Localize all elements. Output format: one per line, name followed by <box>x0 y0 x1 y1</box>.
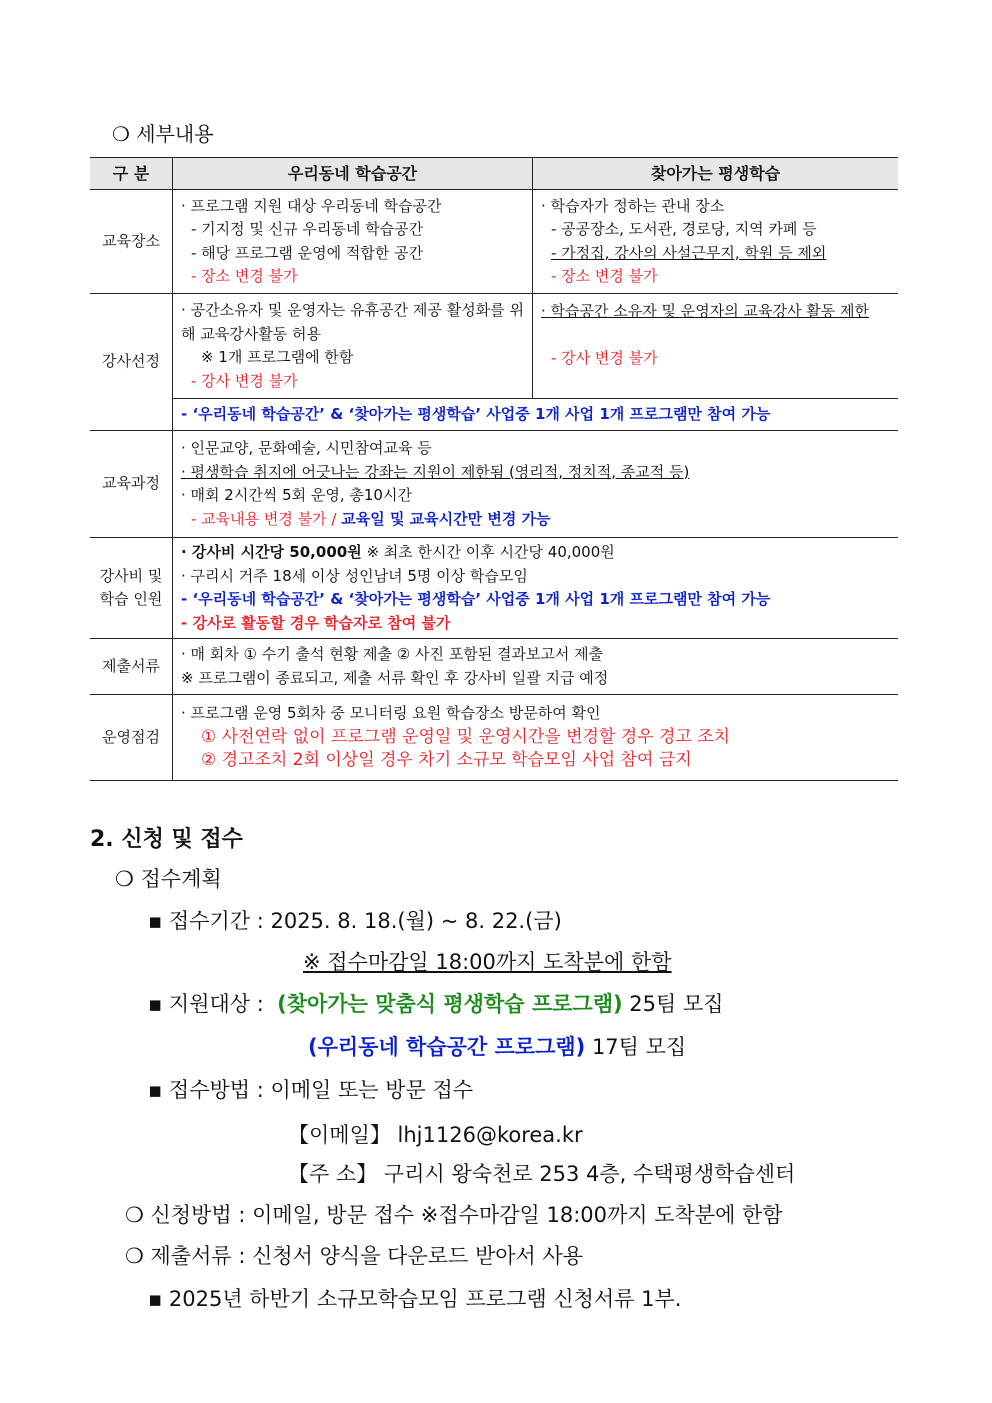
cell-content <box>173 695 899 781</box>
label-line: 강사비 및 <box>99 566 163 585</box>
cell-line: ※ 프로그램이 종료되고, 제출 서류 확인 후 강사비 일괄 지급 예정 <box>181 668 609 687</box>
target-line-1 <box>148 988 724 1018</box>
cell-line: · 프로그램 운영 5회차 중 모니터링 요원 학습장소 방문하여 확인 <box>181 704 601 723</box>
fee-amount: · 강사비 시간당 50,000원 <box>181 543 362 561</box>
cell-line: · 프로그램 지원 대상 우리동네 학습공간 <box>181 196 442 215</box>
cell-line: · 공간소유자 및 운영자는 유휴공간 제공 활성화를 위해 교육강사활동 허용 <box>181 301 524 343</box>
row-label: 제출서류 <box>90 639 173 695</box>
cell-line: - 장소 변경 불가 <box>551 267 658 285</box>
cell-line <box>181 508 890 532</box>
apply-method: ❍ 신청방법 : 이메일, 방문 접수 ※접수마감일 18:00까지 도착분에 한함 <box>125 1203 783 1227</box>
submit-docs: ❍ 제출서류 : 신청서 양식을 다운로드 받아서 사용 <box>125 1244 584 1268</box>
target-local-count: 17팀 모집 <box>591 1035 687 1059</box>
row-label: 교육과정 <box>90 431 173 538</box>
change-allowed: 교육일 및 교육시간만 변경 가능 <box>341 509 551 528</box>
cell-line: - 강사로 활동할 경우 학습자로 참여 불가 <box>181 613 451 632</box>
period: ▪ 접수기간 : 2025. 8. 18.(월) ~ 8. 22.(금) <box>148 909 562 933</box>
cell-line: ① 사전연락 없이 프로그램 운영일 및 운영시간을 변경할 경우 경고 조치 <box>201 726 731 747</box>
cell-line <box>181 541 890 565</box>
cell-line: · 인문교양, 문화예술, 시민참여교육 등 <box>181 439 432 457</box>
header-visiting-learning: 찾아가는 평생학습 <box>533 158 899 190</box>
details-table <box>90 157 898 781</box>
cell-content <box>173 639 899 695</box>
cell-line: · 학습자가 정하는 관내 장소 <box>541 196 725 215</box>
header-local-space: 우리동네 학습공간 <box>173 158 533 190</box>
method: ▪ 접수방법 : 이메일 또는 방문 접수 <box>148 1078 474 1102</box>
header-category: 구 분 <box>90 158 173 190</box>
row-label <box>90 538 173 639</box>
cell-line: - 강사 변경 불가 <box>191 371 298 390</box>
cell-left <box>173 190 533 294</box>
cell-left <box>173 294 533 399</box>
submit-docs-item: ▪ 2025년 하반기 소규모학습모임 프로그램 신청서류 1부. <box>148 1287 682 1311</box>
cell-line: · 매 회차 ① 수기 출석 현황 제출 ② 사진 포함된 결과보고서 제출 <box>181 645 604 663</box>
cell-line: - ‘우리동네 학습공간’ & ‘찾아가는 평생학습’ 사업중 1개 사업 1개 프로그램만 참여 가능 <box>181 590 771 608</box>
cell-line: · 평생학습 취지에 어긋나는 강좌는 지원이 제한됨 (영리적, 정치적, 종교적 등) <box>181 462 690 481</box>
section-title: 2. 신청 및 접수 <box>90 827 243 852</box>
cell-content <box>173 431 899 538</box>
cell-content <box>173 538 899 639</box>
fee-note: ※ 최초 한시간 이후 시간당 40,000원 <box>366 543 615 561</box>
target-visiting: (찾아가는 맞춤식 평생학습 프로그램) <box>277 992 623 1016</box>
cell-line: - 가정집, 강사의 사설근무지, 학원 등 제외 <box>551 243 827 262</box>
table-header-row <box>90 158 898 190</box>
target-line-2 <box>308 1031 686 1061</box>
row-label: 교육장소 <box>90 190 173 294</box>
cell-line: · 구리시 거주 18세 이상 성인남녀 5명 이상 학습모임 <box>181 566 528 585</box>
cell-line: ② 경고조치 2회 이상일 경우 차기 소규모 학습모임 사업 참여 금지 <box>201 750 692 771</box>
target-local: (우리동네 학습공간 프로그램) <box>308 1035 586 1059</box>
cell-line: · 학습공간 소유자 및 운영자의 교육강사 활동 제한 <box>541 302 869 320</box>
label-line: 학습 인원 <box>99 590 163 608</box>
table-row-docs <box>90 639 898 695</box>
address: 【주 소】 구리시 왕숙천로 253 4층, 수택평생학습센터 <box>288 1162 796 1186</box>
table-row-instructor-note <box>90 399 898 431</box>
row-label: 운영점검 <box>90 695 173 781</box>
cell-line: - 해당 프로그램 운영에 적합한 공간 <box>191 243 424 262</box>
table-row-instructor <box>90 294 898 399</box>
target-label: ▪ 지원대상 : <box>148 992 264 1016</box>
cell-line: - 강사 변경 불가 <box>551 348 658 367</box>
row-label: 강사선정 <box>90 294 173 431</box>
cell-right <box>533 190 899 294</box>
period-note: ※ 접수마감일 18:00까지 도착분에 한함 <box>303 950 672 974</box>
table-row-check <box>90 695 898 781</box>
cell-line: - 공공장소, 도서관, 경로당, 지역 카페 등 <box>551 220 817 238</box>
cell-line: ※ 1개 프로그램에 한함 <box>201 348 354 366</box>
cell-line: - 기지정 및 신규 우리동네 학습공간 <box>191 220 424 238</box>
table-row-fee <box>90 538 898 639</box>
plan-heading: ❍ 접수계획 <box>115 867 222 891</box>
cell-line: - 장소 변경 불가 <box>191 267 298 285</box>
table-row-place <box>90 190 898 294</box>
cell-right <box>533 294 899 399</box>
table-row-course <box>90 431 898 538</box>
target-visiting-count: 25팀 모집 <box>629 992 724 1016</box>
cell-line: · 매회 2시간씩 5회 운영, 총10시간 <box>181 486 412 504</box>
email: 【이메일】 lhj1126@korea.kr <box>288 1123 583 1147</box>
section-heading-details: ❍ 세부내용 <box>112 122 214 146</box>
participation-note: - ‘우리동네 학습공간’ & ‘찾아가는 평생학습’ 사업중 1개 사업 1개 프로그램만 참여 가능 <box>173 399 899 431</box>
change-restriction: - 교육내용 변경 불가 / <box>191 509 337 528</box>
